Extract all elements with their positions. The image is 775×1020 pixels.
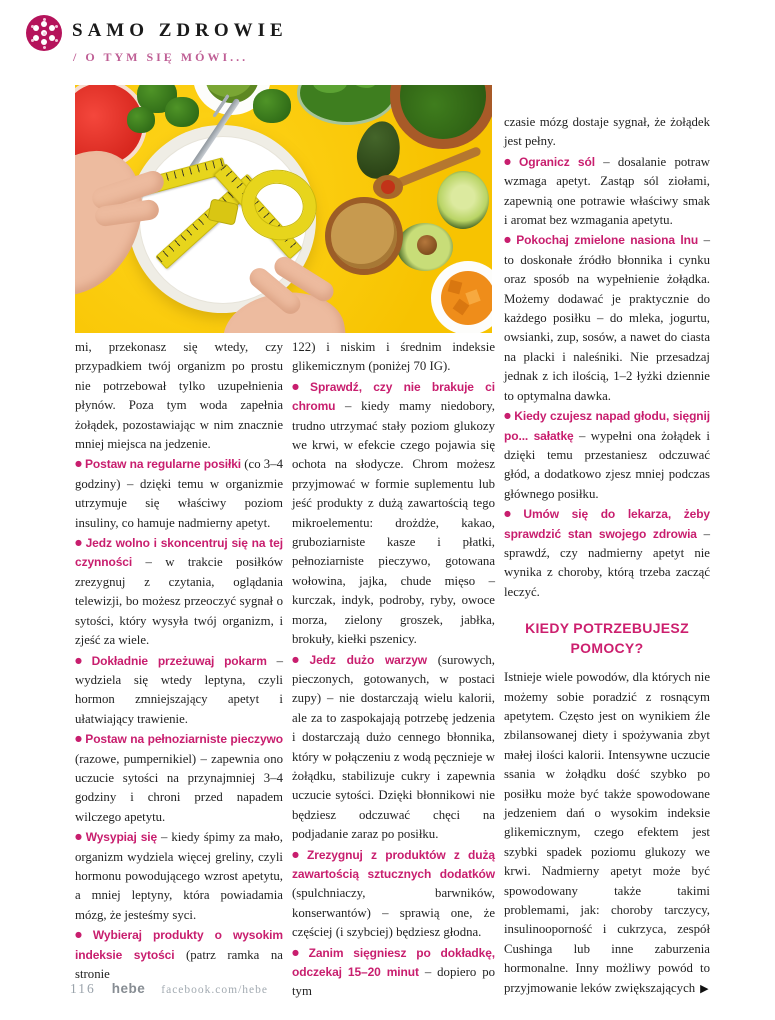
bullet-lead: Umów się do lekarza, żeby sprawdzić stan swojego zdrowia bbox=[504, 507, 710, 541]
bullet-item bbox=[504, 504, 710, 602]
bullet-text: (spulchniaczy, barwników, konserwantów) – sprawią one, że częściej (i szybciej) będziesz głodna. bbox=[292, 886, 495, 940]
bullet-lead: Dokładnie przeżuwaj pokarm bbox=[91, 653, 267, 668]
bullet-item bbox=[75, 651, 283, 730]
photo-avocado-half bbox=[437, 171, 489, 229]
bullet-dot: ● bbox=[75, 538, 83, 548]
logo-dots-icon bbox=[43, 32, 46, 35]
bullet-dot: ● bbox=[504, 411, 512, 421]
bullet-lead: Jedz wolno i skoncentruj się na tej czynności bbox=[75, 536, 283, 570]
bullet-dot: ● bbox=[504, 156, 517, 166]
bullet-lead: Zanim sięgniesz po dokładkę, odczekaj 15–20 minut bbox=[292, 945, 495, 979]
bullet-lead: Postaw na pełnoziarniste pieczywo bbox=[85, 732, 283, 747]
paragraph-text: mi, przekonasz się wtedy, czy przypadkiem twój organizm po prostu nie potrzebował tylko uzupełnienia płynów. Poza tym woda zapełnia żołądek, pozostawiając w nim znacznie mniej miejsca na jedzenie. bbox=[75, 340, 283, 452]
bullet-dot: ● bbox=[292, 654, 307, 664]
bullet-lead: Sprawdź, czy nie brakuje ci chromu bbox=[292, 379, 495, 414]
paragraph bbox=[292, 338, 495, 377]
bullet-lead: Zrezygnuj z produktów z dużą zawartością sztucznych dodatków bbox=[292, 847, 495, 881]
paragraph-text: Istnieje wiele powodów, dla których nie możemy sobie poradzić z rosnącym apetytem. Często jest on wynikiem źle zbilansowanej diety i spożywania zbyt małej ilości kalorii. Intensywne uczucie ssania w żołądku dość szybko po posiłku może być także spowodowane jedzeniem dań o wysokim indeksie glikemicznym, czego efektem jest szybki spadek poziomu glukozy we krwi. Nadmierny apetyt może być spowodowany także takimi problemami, jak: choroby tarczycy, insulinooporność i cukrzyca, zespół Cushinga lub inne zaburzenia hormonalne. Inny możliwy powód to przyjmowanie leków zwiększających bbox=[504, 670, 710, 995]
bullet-lead: Wybieraj produkty o wysokim indeksie sytości bbox=[75, 928, 283, 962]
bullet-dot: ● bbox=[292, 849, 305, 859]
brand-logo: hebe bbox=[111, 981, 146, 996]
bullet-item bbox=[292, 377, 495, 650]
bullet-item bbox=[75, 827, 283, 925]
bullet-lead: Jedz dużo warzyw bbox=[309, 652, 428, 667]
page-number: 116 bbox=[70, 981, 96, 996]
bullet-item bbox=[75, 925, 283, 984]
bullet-lead: Wysypiaj się bbox=[85, 830, 158, 845]
bullet-text: – kiedy śpimy za mało, organizm wydziela więcej greliny, czyli hormonu powodującego wzrost apetytu, a mniej leptyny, która powiadamia mózg, że jesteśmy syci. bbox=[75, 830, 283, 922]
bullet-dot: ● bbox=[75, 930, 90, 940]
bullet-text: – kiedy mamy niedobory, trudno utrzymać stały poziom glukozy we krwi, w efekcie czego pojawia się ochota na słodycze. Chrom możesz przyjmować w formie suplementu lub jeść produkty z dużą zawartością tego mikroelementu: drożdże, kakao, gruboziarniste kasze i płatki, pełnoziarniste pieczywo, gotowana wołowina, jajka, chude mięso – kurczak, indyk, podroby, ryby, owoce morza, zielony groszek, jabłka, brokuły, kiełki pszenicy. bbox=[292, 399, 495, 647]
bullet-dot: ● bbox=[75, 832, 83, 842]
section-logo-icon bbox=[26, 15, 62, 51]
photo-avocado bbox=[352, 117, 405, 182]
column-3 bbox=[504, 113, 710, 998]
photo-broccoli bbox=[165, 97, 199, 127]
photo-broccoli bbox=[253, 89, 291, 123]
section-subtitle: / O TYM SIĘ MÓWI... bbox=[73, 50, 249, 64]
footer-url: facebook.com/hebe bbox=[161, 984, 268, 996]
bullet-text: – w trakcie posiłków zrezygnuj z czytania, oglądania telewizji, bo możesz przeoczyć sygnał o sytości, który wysyła twój organizm, i zjeść za wiele. bbox=[75, 555, 283, 648]
paragraph-text: czasie mózg dostaje sygnał, że żołądek jest pełny. bbox=[504, 115, 710, 149]
bullet-text: – sprawdź, czy nadmierny apetyt nie wynika z choroby, którą trzeba zacząć leczyć. bbox=[504, 526, 710, 599]
bullet-dot: ● bbox=[292, 947, 306, 957]
column-2 bbox=[292, 338, 495, 1002]
bullet-item bbox=[292, 845, 495, 943]
photo-spice bbox=[381, 180, 395, 194]
bullet-lead: Kiedy czujesz napad głodu, sięgnij po... sałatkę bbox=[504, 409, 711, 443]
bullet-dot: ● bbox=[75, 655, 89, 665]
bullet-lead: Postaw na regularne posiłki bbox=[85, 457, 242, 472]
bullet-dot: ● bbox=[75, 459, 82, 469]
bullet-dot: ● bbox=[292, 381, 308, 391]
bullet-text: (razowe, pumpernikiel) – zapewnia ono uczucie sytości na przynajmniej 3–4 godziny i chroni przed napadem wilczego apetytu. bbox=[75, 751, 283, 824]
page-footer bbox=[70, 981, 268, 997]
bullet-text: – dopiero po tym bbox=[292, 965, 495, 999]
article-photo bbox=[75, 85, 492, 333]
bullet-dot: ● bbox=[75, 734, 83, 744]
bullet-text: – wypełni ona żołądek i dzięki temu przestaniesz odczuwać głód, a dodatkowo zjesz mniej podczas głównego posiłku. bbox=[504, 428, 710, 501]
bullet-lead: Pokochaj zmielone nasiona lnu bbox=[516, 233, 699, 248]
column-1 bbox=[75, 338, 283, 984]
paragraph bbox=[75, 338, 283, 454]
bullet-dot: ● bbox=[504, 235, 514, 245]
bullet-item bbox=[504, 152, 710, 231]
paragraph bbox=[504, 668, 710, 998]
paragraph-text: 122) i niskim i średnim indeksie glikemicznym (poniżej 70 IG). bbox=[292, 340, 495, 374]
bullet-item bbox=[504, 230, 710, 406]
photo-grain-bowl bbox=[325, 197, 403, 275]
photo-avocado-pit bbox=[417, 235, 437, 255]
bullet-text: – to doskonałe źródło błonnika i cynku oraz sposób na wypełnienie żołądka. Możemy dodawać je praktycznie do każdego posiłku – do mleka, jogurtu, owsianki, zup, sosów, a nawet do ciasta na placki i naleśniki. Nie przesadzaj jednak z ich ilością, 1–2 łyżki dziennie to optymalna dawka. bbox=[504, 233, 710, 403]
bullet-dot: ● bbox=[504, 509, 521, 519]
bullet-text: (surowych, pieczonych, gotowanych, w postaci zupy) – nie dostarczają wielu kalorii, ale za to zaspokajają potrzebę jedzenia i dostarczają dużo cennego błonnika, który w połączeniu z wodą pęcznieje w żołądku, stabilizuje cukry i zapewnia uczucie sytości. Dzięki błonnikowi nie będziesz odczuwać chęci na podjadanie zaraz po posiłku. bbox=[292, 652, 496, 842]
box-heading: KIEDY POTRZEBUJESZ POMOCY? bbox=[525, 620, 689, 657]
bullet-item bbox=[504, 406, 710, 504]
bullet-lead: Ogranicz sól bbox=[519, 154, 595, 169]
bullet-text: – wydziela się wtedy leptyna, czyli hormon zmniejszający apetyt i ułatwiający trawienie. bbox=[75, 653, 283, 726]
section-title: SAMO ZDROWIE bbox=[72, 20, 288, 41]
photo-salad-bowl bbox=[297, 85, 397, 125]
bullet-item bbox=[75, 729, 283, 827]
paragraph bbox=[504, 113, 710, 152]
bullet-item bbox=[75, 454, 283, 533]
bullet-text: – dosalanie potraw wzmaga apetyt. Zastąp sól ziołami, zapewnią one potrawie właściwy smak i aromat bez wzmagania apetytu. bbox=[504, 154, 710, 228]
photo-broccoli bbox=[127, 107, 155, 133]
bullet-text: (co 3–4 godziny) – dzięki temu w organizmie utrzymuje się właściwy poziom insuliny, co hamuje nadmierny apetyt. bbox=[75, 457, 284, 530]
bullet-item bbox=[75, 533, 283, 650]
continuation-arrow-icon: ▶ bbox=[700, 981, 709, 995]
bullet-item bbox=[292, 650, 495, 845]
bullet-text: (patrz ramka na stronie bbox=[75, 947, 283, 981]
bullet-item bbox=[292, 943, 495, 1002]
